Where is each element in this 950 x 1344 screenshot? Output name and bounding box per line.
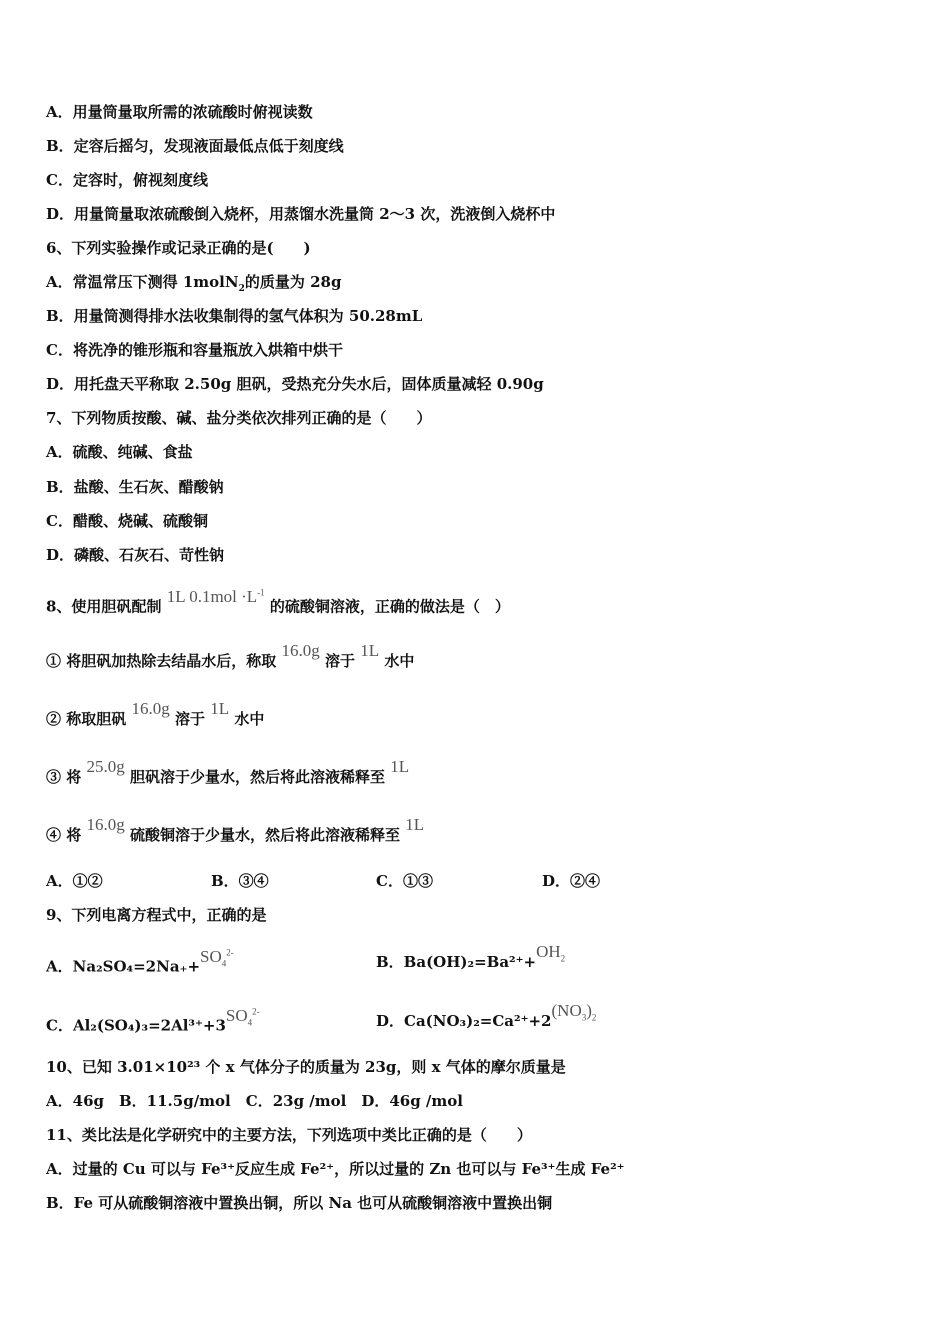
q7-stem: 7、下列物质按酸、碱、盐分类依次排列正确的是（ ） — [46, 409, 432, 427]
q6-option-c: C．将洗净的锥形瓶和容量瓶放入烘箱中烘干 — [46, 341, 343, 359]
q9-b-ion-text: OH — [536, 942, 561, 961]
q8-stem-pre: 8、使用胆矾配制 — [46, 597, 162, 616]
q9-a-ion — [200, 946, 234, 969]
q9-a-text: A．Na₂SO₄=2Na₊+ — [46, 957, 201, 976]
q8-s4-pre: ④ 将 — [46, 826, 82, 844]
q8-s4-mid: 硫酸铜溶于少量水，然后将此溶液稀释至 — [129, 826, 400, 844]
q8-formula-sup: -1 — [257, 587, 265, 597]
q7-option-a: A．硫酸、纯碱、食盐 — [46, 443, 193, 461]
q11-stem: 11、类比法是化学研究中的主要方法，下列选项中类比正确的是（ ） — [46, 1126, 532, 1144]
q9-a-ion-sub: 4 — [221, 958, 227, 969]
q11-option-a: A．过量的 Cu 可以与 Fe³⁺反应生成 Fe²⁺，所以过量的 Zn 也可以与 Fe³⁺生成 Fe²⁺ — [46, 1160, 625, 1178]
q10-options: A．46g B．11.5g/mol C．23g /mol D．46g /mol — [46, 1092, 463, 1110]
q9-c-ion — [225, 1005, 260, 1028]
q8-stem-formula — [167, 587, 265, 606]
q9-row-2 — [46, 1001, 906, 1035]
q9-option-b — [376, 942, 566, 978]
q9-d-ion-text: (NO — [551, 1001, 582, 1020]
q8-s1-post: 水中 — [384, 652, 415, 670]
q8-statement-1 — [46, 641, 415, 671]
q6-a-post: 的质量为 28g — [244, 273, 342, 291]
q9-b-ion — [536, 942, 566, 964]
q9-d-ion — [551, 1001, 597, 1023]
q6-option-b: B．用量筒测得排水法收集制得的氢气体积为 50.28mL — [46, 307, 423, 325]
q8-s1-mass: 16.0g — [281, 641, 320, 660]
q9-a-ion-text: SO — [200, 946, 222, 966]
q6-a-sub: 2 — [238, 284, 245, 294]
q7-option-d: D．磷酸、石灰石、苛性钠 — [46, 546, 225, 564]
q9-b-text: B．Ba(OH)₂=Ba²⁺+ — [376, 953, 537, 971]
q7-option-b: B．盐酸、生石灰、醋酸钠 — [46, 478, 224, 496]
q8-s1-mid: 溶于 — [324, 652, 355, 670]
q6-stem: 6、下列实验操作或记录正确的是( ) — [46, 239, 311, 257]
q8-option-d: D．②④ — [542, 872, 601, 890]
q5-option-c: C．定容时，俯视刻度线 — [46, 171, 208, 189]
q9-c-text: C．Al₂(SO₄)₃=2Al³⁺+3 — [46, 1016, 226, 1035]
q5-option-d: D．用量筒量取浓硫酸倒入烧杯，用蒸馏水洗量筒 2～3 次，洗液倒入烧杯中 — [46, 205, 556, 223]
q8-s2-post: 水中 — [234, 710, 265, 728]
q8-s2-vol: 1L — [210, 699, 230, 718]
q5-option-a: A．用量筒量取所需的浓硫酸时俯视读数 — [46, 103, 313, 121]
q9-b-ion-sub: 2 — [560, 953, 566, 964]
q10-stem: 10、已知 3.01×10²³ 个 x 气体分子的质量为 23g，则 x 气体的摩尔质量是 — [46, 1058, 566, 1076]
q8-statement-2 — [46, 699, 265, 729]
q9-c-ion-text: SO — [225, 1005, 248, 1025]
q9-d-ion-close: ) — [586, 1001, 592, 1020]
q9-d-ion-sub: 3 — [581, 1012, 587, 1023]
q8-s1-vol: 1L — [360, 641, 380, 660]
q8-s3-vol: 1L — [390, 757, 410, 776]
q9-stem: 9、下列电离方程式中，正确的是 — [46, 906, 267, 924]
q9-option-d — [376, 1001, 597, 1037]
q8-s3-mid: 胆矾溶于少量水，然后将此溶液稀释至 — [129, 768, 385, 786]
q9-option-c — [46, 1005, 260, 1042]
q9-c-ion-sup: 2- — [252, 1006, 260, 1016]
q8-s4-mass: 16.0g — [86, 815, 125, 834]
q8-s4-vol: 1L — [405, 815, 425, 834]
q8-s1-pre: ① 将胆矾加热除去结晶水后，称取 — [46, 652, 277, 670]
q6-option-a — [46, 272, 341, 299]
q8-option-c: C．①③ — [376, 872, 433, 890]
q6-option-d: D．用托盘天平称取 2.50g 胆矾，受热充分失水后，固体质量减轻 0.90g — [46, 375, 544, 393]
q8-stem-post: 的硫酸铜溶液，正确的做法是（ ） — [269, 597, 510, 616]
q8-s2-pre: ② 称取胆矾 — [46, 710, 127, 728]
q8-option-b: B．③④ — [211, 872, 269, 890]
q8-statement-4 — [46, 815, 425, 845]
q8-statement-3 — [46, 757, 410, 787]
q8-options — [46, 871, 906, 891]
q9-d-ion-sub2: 2 — [591, 1012, 597, 1023]
q9-a-ion-sup: 2- — [226, 947, 234, 957]
q8-stem — [46, 586, 510, 617]
q8-s3-mass: 25.0g — [86, 757, 125, 776]
q9-c-ion-sub: 4 — [247, 1017, 253, 1028]
q8-formula-text: 1L 0.1mol ·L — [166, 586, 258, 606]
q9-row-1 — [46, 942, 906, 976]
q11-option-b: B．Fe 可从硫酸铜溶液中置换出铜，所以 Na 也可从硫酸铜溶液中置换出铜 — [46, 1194, 553, 1212]
q8-s2-mass: 16.0g — [131, 699, 170, 718]
q9-d-text: D．Ca(NO₃)₂=Ca²⁺+2 — [376, 1012, 552, 1030]
q9-option-a — [46, 946, 234, 983]
q8-s2-mid: 溶于 — [174, 710, 205, 728]
q8-option-a: A．①② — [46, 872, 103, 890]
q7-option-c: C．醋酸、烧碱、硫酸铜 — [46, 512, 208, 530]
q6-a-pre: A．常温常压下测得 1molN — [46, 273, 239, 291]
q5-option-b: B．定容后摇匀，发现液面最低点低于刻度线 — [46, 137, 344, 155]
q8-s3-pre: ③ 将 — [46, 768, 82, 786]
